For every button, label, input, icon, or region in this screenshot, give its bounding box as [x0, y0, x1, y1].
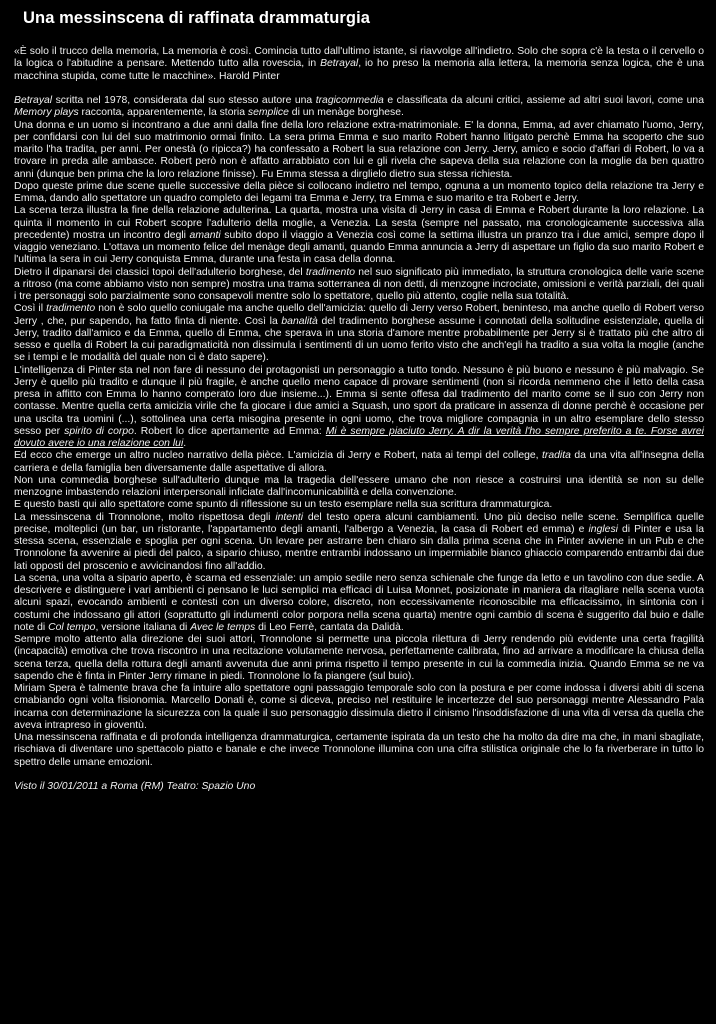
paragraph-text: Dopo queste prime due scene quelle successive della pièce si collocano indietro nel tempo, ognuna a un momento topico della relazione tra Jerry e Emma, dando allo spettatore un quadro completo dei legami tra Emma e Jerry, tra Emma e suo marito e tra Robert e Jerry.	[14, 180, 704, 204]
paragraph-text: Una messinscena raffinata e di profonda intelligenza drammaturgica, certamente ispirata da un testo che ha molto da dire ma che, in mani sbagliate, rischiava di diventare uno spettacolo piatto e banale e che invece Tronnolone illumina con una cifra stilistica originale che lo fa riverberare in tutto lo spettro delle umane emozioni.	[14, 732, 704, 768]
italic-text: intenti	[275, 511, 304, 523]
paragraph-text: La messinscena di Tronnolone, molto rispettosa degli	[14, 511, 276, 523]
paragraph-text: non è solo quello coniugale ma anche quello dell'amicizia: quello di Jerry verso Robert, beninteso, ma anche quello di Robert verso Jerry , che, pur sapendo, ha fatto finta di niente. Così la	[14, 303, 704, 327]
article-paragraph	[14, 365, 704, 451]
article-paragraph	[14, 205, 704, 266]
italic-text: Memory plays	[14, 107, 79, 119]
italic-text: Betrayal	[14, 95, 53, 106]
article-paragraph	[14, 499, 704, 511]
paragraph-text: di un menàge borghese.	[288, 107, 404, 119]
italic-text: inglesi	[588, 523, 618, 535]
paragraph-text: , io ho preso la memoria alla lettera, la memoria senza logica, che è una macchina stupida, come tutte le macchine». Harold Pinter	[14, 58, 704, 82]
article-paragraph	[14, 450, 704, 475]
italic-text: semplice	[247, 107, 289, 119]
italic-text: banalità	[281, 315, 318, 327]
article-paragraph	[14, 573, 704, 634]
article-paragraph	[14, 475, 704, 500]
article-paragraph	[14, 512, 704, 573]
article-paragraph	[14, 267, 704, 304]
underlined-quote: Mi è sempre piaciuto Jerry. A dir la verità l'ho sempre preferito a te. Forse avrei dovuto avere io una relazione con lui	[14, 425, 704, 449]
paragraph-text: subito dopo il viaggio a Venezia così come la settima illustra un pranzo tra i due amici, sempre dopo il viaggio veneziano. L'ottava un momento felice del menàge degli amanti, quando Emma annuncia a Jerry di aspettare un figlio da suo marito Robert e l'ultima la sera in cui Jerry conquista Emma, durante una festa in casa della donna.	[14, 229, 704, 266]
article-paragraph	[14, 303, 704, 364]
italic-text: spirito di corpo	[64, 425, 134, 437]
italic-text: Betrayal	[320, 58, 359, 70]
article-paragraph	[14, 683, 704, 732]
paragraph-text: da una vita all'insegna della carriera e della famiglia ben diversamente dalle aspettative di allora.	[14, 450, 704, 474]
article-paragraph	[14, 120, 704, 181]
paragraph-text: Ed ecco che emerge un altro nucleo narrativo della pièce. L'amicizia di Jerry e Robert, nata ai tempi del college,	[14, 450, 543, 462]
paragraph-text: Una donna e un uomo si incontrano a due anni dalla fine della loro relazione extra-matrimoniale. E' la donna, Emma, ad aver chiamato l'uomo, Jerry, per confidarsi con lui del suo matrimonio ormai finito. La sera prima Emma e suo marito Robert hanno litigato perchè Emma ha scoperto che suo marito l'ha tradita, per anni. Per onestà (o ripicca?) ha confessato a Robert la sua relazione con Jerry. Jerry, amico e socio d'affari di Robert, lo va a trovare in preda alle ambasce. Robert però non è affatto arrabbiato con lui e gli rivela che sapeva della sua relazione con la moglie da ben quattro anni (dunque ben prima che la loro relazione finisse). Fu Emma stessa a dirglielo dietro sua stessa richiesta.	[14, 119, 704, 180]
article-paragraph	[14, 634, 704, 683]
paragraph-text: racconta, apparentemente, la storia	[78, 107, 248, 119]
paragraph-text: del tradimento borghese assume i connotati della solitudine esistenziale, quella di Jerry, tradito dall'amico e da Emma, quello di Emma, che sperava in una storia d'amore mentre probabilmente per Jerry si è trattato più che altro di sesso e quella di Robert la cui paradigmaticità non dissimula i sentimenti di un uomo ferito visto che anch'egli ha tradito a sua volta la moglie (anche se i tempi e le modalità del quale non ci è dato sapere).	[14, 315, 704, 364]
article-paragraph	[14, 95, 704, 120]
review-footer: Visto il 30/01/2011 a Roma (RM) Teatro: Spazio Uno	[14, 781, 256, 793]
paragraph-text: , versione italiana di	[95, 621, 191, 633]
article-body	[14, 46, 704, 769]
article-paragraph	[14, 181, 704, 206]
paragraph-text: del testo opera alcuni cambiamenti. Uno più deciso nelle scene. Semplifica quelle precise, molteplici (un bar, un ristorante, l'appartamento degli amanti, l'albergo a Venezia, la casa di Robert ed emma) e	[14, 511, 704, 535]
page-title: Una messinscena di raffinata drammaturgia	[23, 9, 371, 27]
paragraph-text: scritta nel 1978, considerata dal suo stesso autore una	[52, 95, 316, 106]
italic-text: tragicommedia	[315, 95, 384, 106]
paragraph-text: E questo basti qui allo spettatore come spunto di riflessione su un testo esemplare nella sua scrittura drammaturgica.	[14, 499, 553, 511]
paragraph-text: nel suo significato più immediato, la struttura cronologica delle varie scene a ritroso (ma come abbiamo visto non sempre) mostra una trama sotterranea di non detti, di menzogne incrociate, omissioni e verità parziali, dei quali i tre personaggi solo parzialmente sono consapevoli mentre solo lo spettatore, quello più attento, coglie nella sua totalità.	[14, 266, 704, 302]
paragraph-text: Miriam Spera è talmente brava che fa intuire allo spettatore ogni passaggio temporale solo con la postura e per come indossa i diversi abiti di scena cmabiando ogni volta fisionomia. Marcello Donati è, come si diceva, preciso nel restituire le incertezze del suo personaggi mentre Alessandro Pala incarna con determinazione la sicurezza con la quale il suo personaggio dissimula dietro il cinismo l'insoddisfazione di una vita di versa da quella che aveva intrapreso in gioventù.	[14, 683, 704, 731]
italic-text: amanti	[189, 229, 221, 241]
paragraph-text: Non una commedia borghese sull'adulterio dunque ma la tragedia dell'essere umano che non riesce a costruirsi una identità se non su delle menzogne imbastendo relazioni interpersonali inficiate dall'incomunicabilità e della convenzione.	[14, 474, 704, 498]
italic-text: Col tempo	[48, 621, 96, 633]
paragraph-text: . Robert lo dice apertamente ad Emma:	[133, 425, 326, 437]
paragraph-text: La scena terza illustra la fine della relazione adulterina. La quarta, mostra una visita di Jerry in casa di Emma e Robert durante la loro relazione. La quinta il momento in cui Robert scopre l'adulterio della moglie, a Venezia. La sesta (sempre nel passato, ma cronologicamente successiva alla precedente) mostra un incontro degli	[14, 205, 704, 241]
paragraph-text: Sempre molto attento alla direzione dei suoi attori, Tronnolone si permette una piccola rilettura di Jerry rendendo più evidente una certa fragilità (incapacità) emotiva che trova riscontro in una recitazione volutamente nervosa, perfettamente calibrata, fino ad arrivare a modificare la chiusa della scena terza, quella della rottura degli amanti avvenuta due anni prima rispetto il tempo presente in cui la commedia inizia. Quando Emma se ne va sapendo che è finta in Pinter Jerry rimane in piedi. Tronnolone lo fa piangere (sul buio).	[14, 634, 704, 682]
italic-text: Avec le temps	[190, 621, 256, 633]
article-paragraph	[14, 732, 704, 769]
paragraph-text: La scena, una volta a sipario aperto, è scarna ed essenziale: un ampio sedile nero senza schienale che funge da letto e un tavolino con due sedie. A descrivere e distinguere i vari ambienti ci pensano le luci semplici ma efficaci di Luisa Monnet, posizionate in maniera da ritagliare nella scena vuota alcuni spazi, evocando ambienti e contesti con un diverso colore, discreto, non eccessivamente riconoscibile ma efficacissimo, in sintonia con i costumi che indossano gli attori (soprattutto gli indumenti color porpora nella scena quarta) mentre ogni cambio di scena è suggerito dal buio e dalle note di	[14, 572, 704, 633]
paragraph-text: e classificata da alcuni critici, assieme ad altri suoi lavori, come una	[383, 95, 704, 106]
paragraph-text: Così il	[14, 303, 47, 315]
opening-quote	[14, 46, 704, 83]
paragraph-text: .	[183, 438, 187, 449]
italic-text: tradimento	[305, 266, 355, 278]
paragraph-text: «È solo il trucco della memoria, La memoria è così. Comincia tutto dall'ultimo istante, si riavvolge all'indietro. Solo che sopra c'è la testa o il cervello o la logica o l'abitudine a pensare. Mettendo tutto alla rovescia, in	[14, 46, 704, 70]
paragraph-text: di Leo Ferrè, cantata da Dalidà.	[255, 621, 404, 633]
italic-text: tradita	[542, 450, 571, 462]
paragraph-text: L'intelligenza di Pinter sta nel non fare di nessuno dei protagonisti un personaggio a tutto tondo. Nessuno è più buono e nessuno è più malvagio. Se Jerry è quello più tradito e dunque il più fragile, è anche quello meno capace di provare sentimenti (non si ricorda nemmeno che il letto della casa presa in affitto con Emma lo hanno comperato loro due insieme...). Emma si sente offesa dal tradimento del marito come se il suo con Jerry non contasse. Mentre quella certa amicizia virile che fa giocare i due amici a Squash, uno sport da praticare in assenza di donne perchè è occasione per una uscita tra uomini (...), sottolinea una certa misogina presente in ogni uomo, che trova migliore compagnia in un altro esemplare dello stesso sesso per	[14, 364, 704, 437]
paragraph-text: Dietro il dipanarsi dei classici topoi dell'adulterio borghese, del	[14, 266, 306, 278]
italic-text: tradimento	[46, 303, 96, 315]
paragraph-text: di Pinter e usa la stessa scena, essenziale e spoglia per ogni scena. Un levare per astrarre ben chiaro sin dalla prima scena che in Pinter avviene in un Pub e che Tronnolone fa avvenire ai piedi del palco, a sipario chiuso, mentre entrambi indossano un impermiabile bianco ghiaccio comparendo entrambi dai due lati opposti del proscenio e avvicinandosi fino all'addio.	[14, 523, 704, 572]
